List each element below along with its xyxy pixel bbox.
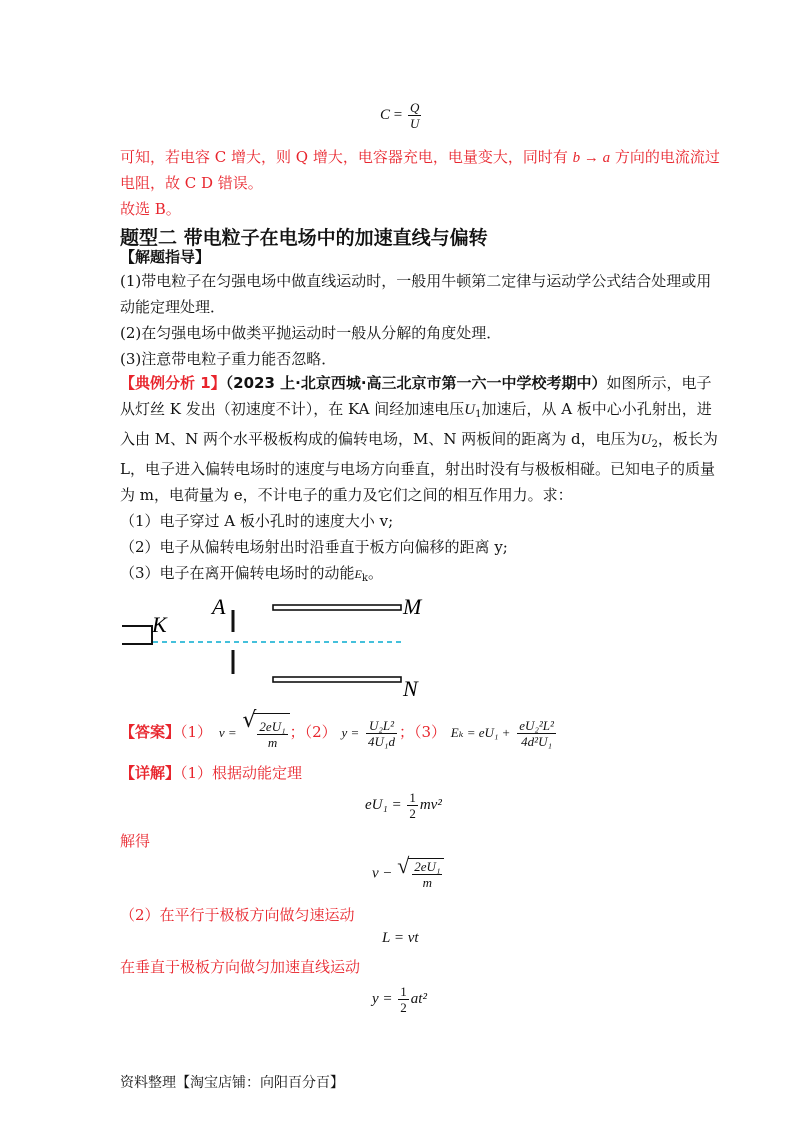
detail-line-4: 在垂直于极板方向做匀加速直线运动 <box>120 958 361 976</box>
question-3: （3）电子在离开偏转电场时的动能$E_k$。 <box>120 564 383 584</box>
label-a: A <box>212 594 226 619</box>
detail-line-3: （2）在平行于极板方向做匀速运动 <box>120 906 355 924</box>
example-line-4: L，电子进入偏转电场时的速度与电场方向垂直，射出时没有与极板相碰。已知电子的质量 <box>120 460 715 478</box>
plate-n <box>273 677 401 682</box>
label-k: K <box>152 612 167 637</box>
plate-m <box>273 605 401 610</box>
example-line-1: 【典例分析 1】（2023 上·北京西城·高三北京市第一六一中学校考期中）如图所示，电子 <box>120 374 712 392</box>
uniform-motion-formula: L = vt <box>382 930 419 946</box>
example-line-3: 入由 M、N 两个水平极板构成的偏转电场，M、N 两板间的距离为 d，电压为$U_2$，板长为 <box>120 430 718 450</box>
explanation-line-2: 电阻，故 C D 错误。 <box>120 174 263 192</box>
guide-line-1: (1)带电粒子在匀强电场中做直线运动时，一般用牛顿第二定律与运动学公式结合处理或用 <box>120 272 712 290</box>
label-m: M <box>403 594 422 619</box>
label-n: N <box>403 676 418 701</box>
page-footer: 资料整理【淘宝店铺：向阳百分百】 <box>120 1075 344 1091</box>
filament-k <box>122 626 152 644</box>
capacitance-formula: C = $\frac{Q}{U}$ <box>380 100 420 131</box>
guide-line-3: (2)在匀强电场中做类平抛运动时一般从分解的角度处理． <box>120 324 502 342</box>
guide-line-2: 动能定理处理． <box>120 298 226 316</box>
velocity-formula: v − √ $\frac{\text{2eU₁}}{m}$ <box>372 858 444 890</box>
choice-line: 故选 B。 <box>120 200 181 218</box>
displacement-formula: y = $\frac{1}{2}$ at² <box>372 984 427 1015</box>
explanation-line-1: 可知，若电容 C 增大，则 Q 增大，电容器充电，电量变大，同时有 b → a 方向的电流流过 <box>120 148 720 166</box>
example-line-2: 从灯丝 K 发出（初速度不计），在 KA 间经加速电压$U_1$加速后，从 A 板中心小孔射出，进 <box>120 400 712 420</box>
example-line-5: 为 m，电荷量为 e，不计电子的重力及它们之间的相互作用力。求： <box>120 486 573 504</box>
deflection-diagram <box>115 592 445 702</box>
detail-line-1: 【详解】（1）根据动能定理 <box>120 764 303 782</box>
energy-theorem-formula: eU₁ = $\frac{1}{2}$ mv² <box>365 790 442 821</box>
question-1: （1）电子穿过 A 板小孔时的速度大小 v; <box>120 512 394 530</box>
solve-label: 解得 <box>120 832 151 850</box>
section-title: 题型二 带电粒子在电场中的加速直线与偏转 <box>120 227 488 249</box>
question-2: （2）电子从偏转电场射出时沿垂直于板方向偏移的距离 y; <box>120 538 508 556</box>
answer-line: 【答案】（1） v = √ $\frac{\text{2eU₁}}{m}$ ；（2） y = $\frac{\text{U₂L²}}{\text{4U₁d}}$ ；（3） Eₖ = eU₁ + $\frac{\text{eU₂²L²}}{\text{4d²U₁}}$ <box>120 712 558 752</box>
guide-title: 【解题指导】 <box>120 248 211 266</box>
guide-line-4: (3)注意带电粒子重力能否忽略． <box>120 350 337 368</box>
